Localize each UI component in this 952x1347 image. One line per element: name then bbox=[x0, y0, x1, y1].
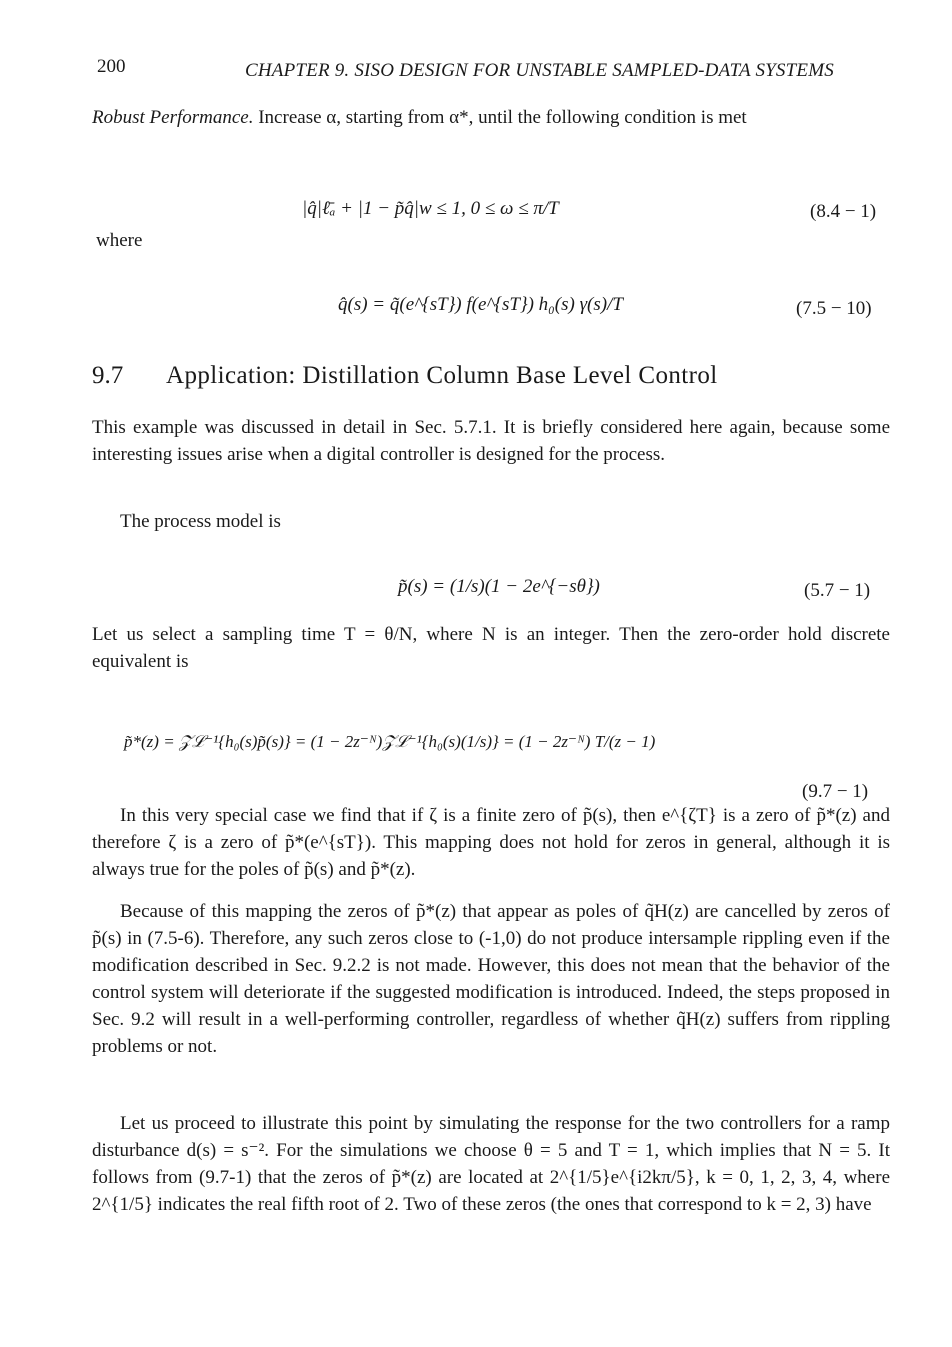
robust-performance-label: Robust Performance. bbox=[92, 107, 254, 128]
equation-5-7-1: p̃(s) = (1/s)(1 − 2e^{−sθ}) bbox=[398, 576, 600, 597]
equation-7-5-10: q̂(s) = q̃(e^{sT}) f(e^{sT}) h₀(s) γ(s)/T bbox=[338, 294, 623, 315]
equation-8-4-1: |q̂|ℓ̄ₐ + |1 − p̃q̂|w ≤ 1, 0 ≤ ω ≤ π/T bbox=[302, 198, 559, 219]
section-number: 9.7 bbox=[92, 362, 124, 389]
section-title: Application: Distillation Column Base Level Control bbox=[166, 362, 718, 389]
equation-number-8-4-1: (8.4 − 1) bbox=[810, 201, 877, 222]
page-number: 200 bbox=[97, 56, 126, 77]
equation-number-9-7-1: (9.7 − 1) bbox=[802, 781, 869, 802]
paragraph-sampling-time: Let us select a sampling time T = θ/N, where N is an integer. Then the zero-order hold discrete equivalent is bbox=[92, 624, 890, 672]
equation-number-7-5-10: (7.5 − 10) bbox=[796, 298, 872, 319]
paragraph-rippling: Because of this mapping the zeros of p̃*(z) that appear as poles of q̃H(z) are cancelled by zeros of p̃(s) in (7.5-6). Therefore, any such zeros close to (-1,0) do not produce intersample rippling even if the modification described in Sec. 9.2.2 is not made. However, this does not mean that the behavior of the control system will deteriorate if the suggested modification is introduced. Indeed, the steps proposed in Sec. 9.2 will result in a well-performing controller, regardless of whether q̃H(z) suffers from rippling problems or not. bbox=[92, 901, 890, 1057]
equation-9-7-1: p̃*(z) = 𝒵ℒ⁻¹{h₀(s)p̃(s)} = (1 − 2z⁻ᴺ)𝒵ℒ⁻¹{h₀(s)(1/s)} = (1 − 2z⁻ᴺ) T/(z − 1) bbox=[124, 732, 656, 751]
running-title: CHAPTER 9. SISO DESIGN FOR UNSTABLE SAMPLED-DATA SYSTEMS bbox=[245, 60, 834, 81]
robust-performance-text: Increase α, starting from α*, until the following condition is met bbox=[253, 107, 747, 128]
where-label: where bbox=[96, 230, 143, 251]
paragraph-simulation: Let us proceed to illustrate this point by simulating the response for the two controllers for a ramp disturbance d(s) = s⁻². For the simulations we choose θ = 5 and T = 1, which implies that N = 5. It follows from (9.7-1) that the zeros of p̃*(z) are located at 2^{1/5}e^{i2kπ/5}, k = 0, 1, 2, 3, 4, where 2^{1/5} indicates the real fifth root of 2. Two of these zeros (the ones that correspond to k = 2, 3) have bbox=[92, 1113, 890, 1215]
robust-performance-paragraph bbox=[92, 104, 890, 131]
running-header bbox=[97, 56, 897, 84]
paragraph-process-model: The process model is bbox=[120, 511, 281, 532]
paragraph-mapping: In this very special case we find that if ζ is a finite zero of p̃(s), then e^{ζT} is a zero of p̃*(z) and therefore ζ is a zero of p̃*(e^{sT}). This mapping does not hold for zeros in general, although it is always true for the poles of p̃(s) and p̃*(z). bbox=[92, 805, 890, 880]
equation-number-5-7-1: (5.7 − 1) bbox=[804, 580, 871, 601]
paragraph-intro: This example was discussed in detail in Sec. 5.7.1. It is briefly considered here again, because some interesting issues arise when a digital controller is designed for the process. bbox=[92, 417, 890, 465]
